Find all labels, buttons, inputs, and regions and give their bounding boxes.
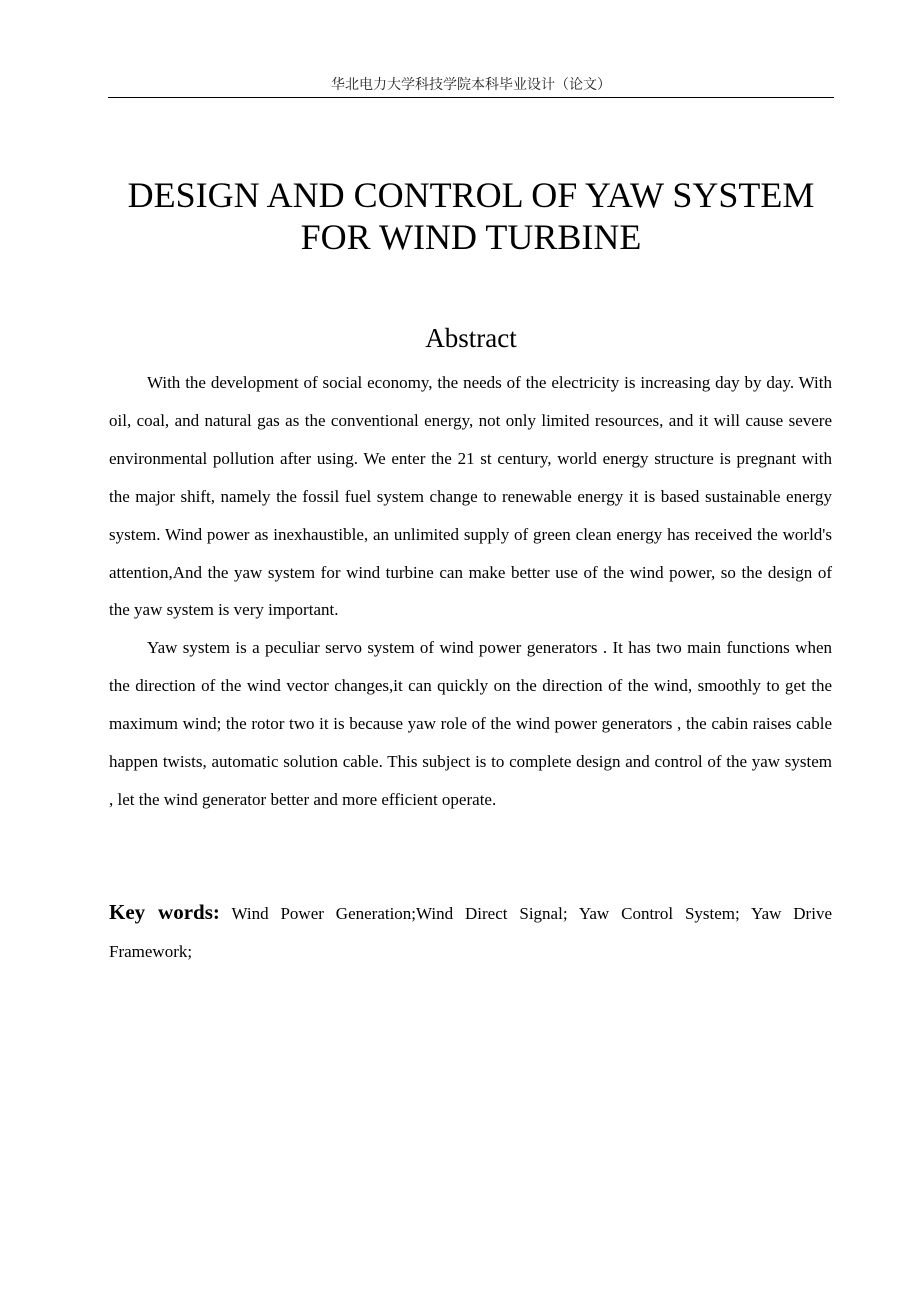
paper-title: [96, 174, 846, 258]
abstract-heading: Abstract: [425, 323, 517, 353]
header-divider: [108, 97, 834, 98]
keywords-label: Key words:: [109, 900, 220, 924]
running-header: 华北电力大学科技学院本科毕业设计（论文）: [331, 77, 611, 93]
keywords-text: Wind Power Generation;Wind Direct Signal; Yaw Control System; Yaw Drive Framework;: [109, 904, 832, 961]
title-line-2: FOR WIND TURBINE: [300, 217, 642, 257]
abstract-paragraph-1: With the development of social economy, the needs of the electricity is increasing day by day. With oil, coal, and natural gas as the conventional energy, not only limited resources, and it will cause severe environmental pollution after using. We enter the 21 st century, world energy structure is pregnant with the major shift, namely the fossil fuel system change to renewable energy it is based sustainable energy system. Wind power as inexhaustible, an unlimited supply of green clean energy has received the world's attention,And the yaw system for wind turbine can make better use of the wind power, so the design of the yaw system is very important.: [109, 373, 832, 620]
title-line-1: DESIGN AND CONTROL OF YAW SYSTEM: [127, 175, 815, 215]
abstract-paragraph-2: Yaw system is a peculiar servo system of wind power generators . It has two main functions when the direction of the wind vector changes,it can quickly on the direction of the wind, smoothly to get the maximum wind; the rotor two it is because yaw role of the wind power generators , the cabin raises cable happen twists, automatic solution cable. This subject is to complete design and control of the yaw system , let the wind generator better and more efficient operate.: [109, 638, 832, 809]
keywords-block: [109, 894, 832, 971]
abstract-body: [109, 364, 832, 819]
